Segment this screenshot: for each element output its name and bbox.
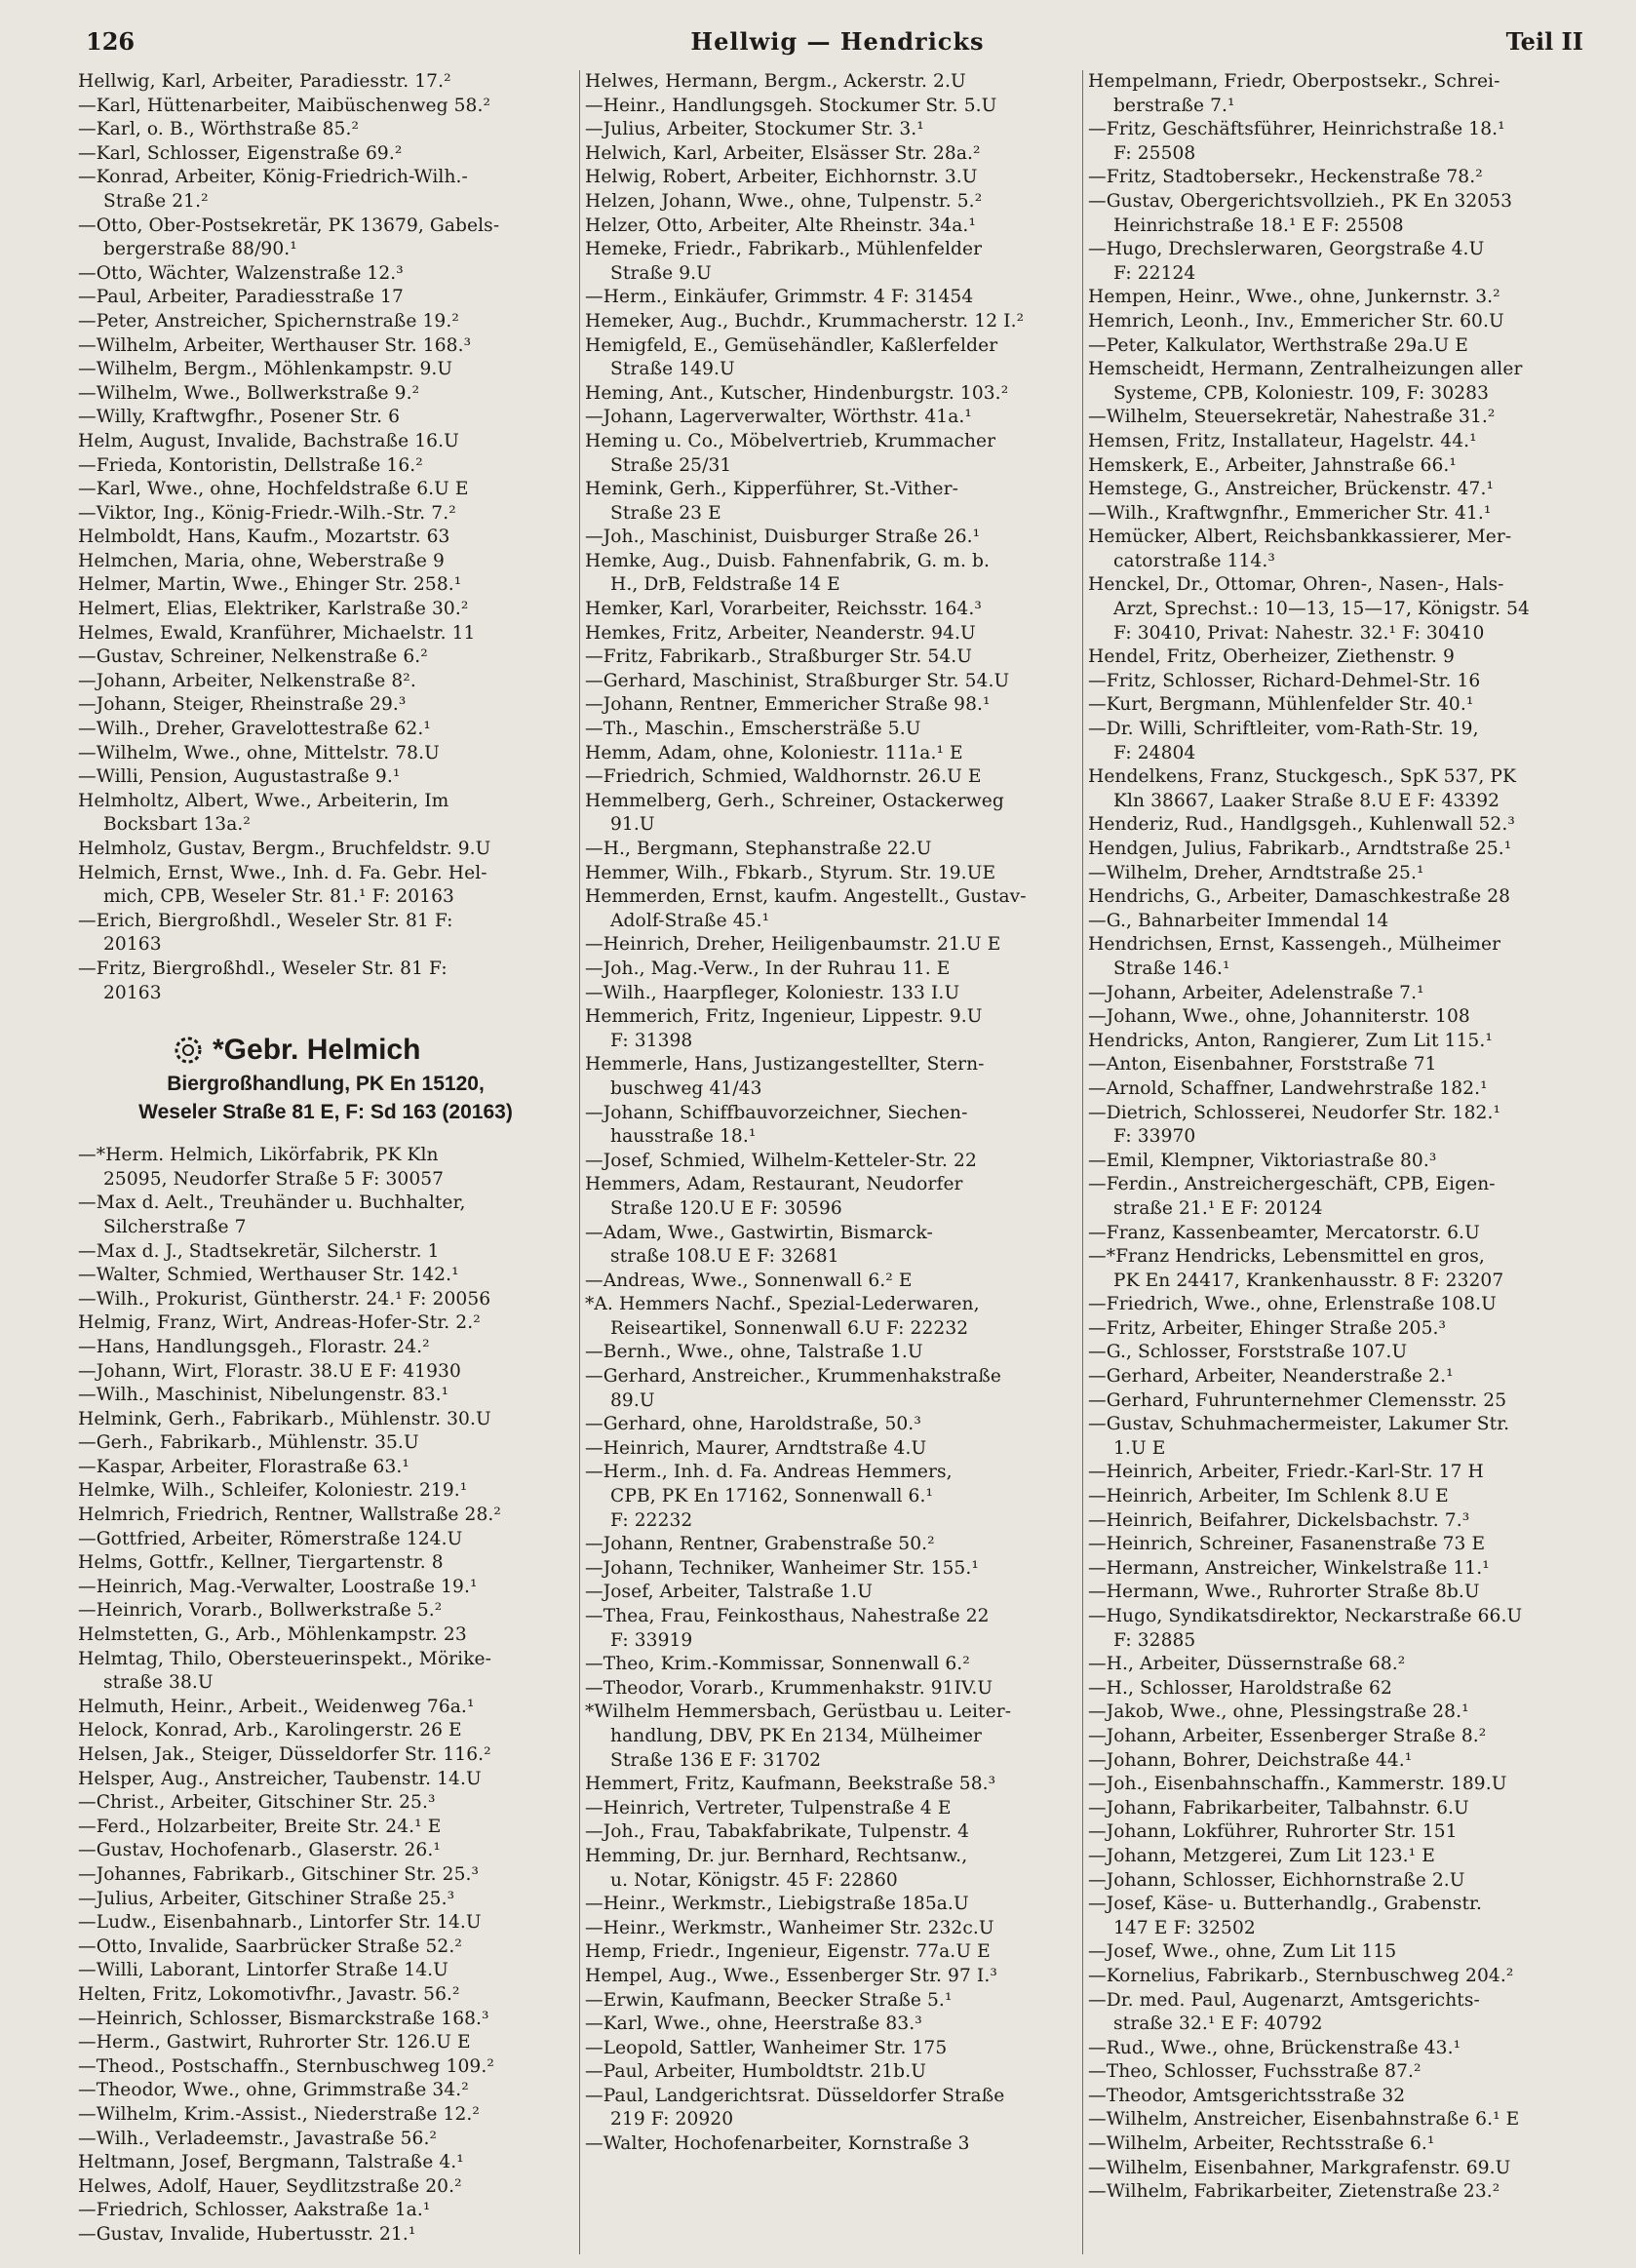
directory-entry-line: —Fritz, Arbeiter, Ehinger Straße 205.³: [1088, 1317, 1447, 1339]
directory-entry-line: Heinrichstraße 18.¹ E F: 25508: [1113, 215, 1404, 236]
directory-entry-line: —Wilh., Kraftwgnfhr., Emmericher Str. 41.¹: [1088, 502, 1492, 524]
directory-entry-line: Helwes, Adolf, Hauer, Seydlitzstraße 20.²: [78, 2175, 462, 2197]
directory-entry-line: —Joh., Maschinist, Duisburger Straße 26.¹: [585, 527, 981, 548]
directory-entry-line: —Fritz, Fabrikarb., Straßburger Str. 54.U: [585, 646, 973, 668]
directory-entry-line: —Heinrich, Schlosser, Bismarckstraße 168.³: [78, 2008, 489, 2029]
directory-entry-line: —Kornelius, Fabrikarb., Sternbuschweg 204.²: [1088, 1965, 1514, 1986]
directory-entry-line: —Joh., Frau, Tabakfabrikate, Tulpenstr. 4: [585, 1821, 970, 1843]
directory-entry-line: —Johann, Arbeiter, Adelenstraße 7.¹: [1088, 982, 1424, 1003]
directory-entry-line: —Karl, Wwe., ohne, Heerstraße 83.³: [585, 2014, 922, 2035]
directory-entry-line: handlung, DBV, PK En 2134, Mülheimer: [610, 1725, 983, 1746]
page-number: 126: [86, 27, 136, 56]
directory-entry-line: —Gerh., Fabrikarb., Mühlenstr. 35.U: [78, 1432, 419, 1454]
directory-entry-line: Heltmann, Josef, Bergmann, Talstraße 4.¹: [78, 2152, 464, 2173]
directory-entry-line: —Gustav, Obergerichtsvollzieh., PK En 32053: [1088, 190, 1513, 212]
directory-entry-line: Hemmerle, Hans, Justizangestellter, Stern-: [585, 1054, 985, 1075]
directory-entry-line: —Gustav, Invalide, Hubertusstr. 21.¹: [78, 2223, 416, 2245]
directory-entry-line: —Fritz, Geschäftsführer, Heinrichstraße 18.¹: [1088, 119, 1505, 140]
directory-entry-line: Helzer, Otto, Arbeiter, Alte Rheinstr. 34a.¹: [585, 215, 976, 236]
directory-entry-line: —Wilhelm, Wwe., ohne, Mittelstr. 78.U: [78, 742, 440, 763]
directory-entry-line: Hemmelberg, Gerh., Schreiner, Ostackerweg: [585, 790, 1004, 811]
directory-entry-line: —Johann, Techniker, Wanheimer Str. 155.¹: [585, 1557, 979, 1579]
directory-entry-line: Henckel, Dr., Ottomar, Ohren-, Nasen-, Hals-: [1088, 574, 1504, 596]
directory-entry-line: —*Franz Hendricks, Lebensmittel en gros,: [1088, 1246, 1485, 1268]
directory-entry-line: F: 25508: [1113, 142, 1196, 164]
directory-entry-line: Straße 25/31: [610, 454, 732, 476]
directory-entry-line: —Julius, Arbeiter, Stockumer Str. 3.¹: [585, 119, 924, 140]
directory-entry-line: —Rud., Wwe., ohne, Brückenstraße 43.¹: [1088, 2037, 1461, 2058]
directory-entry-line: —Johann, Arbeiter, Nelkenstraße 8².: [78, 670, 416, 691]
directory-entry-line: —Wilhelm, Eisenbahner, Markgrafenstr. 69.U: [1088, 2157, 1511, 2178]
directory-entry-line: —Walter, Hochofenarbeiter, Kornstraße 3: [585, 2133, 970, 2155]
directory-entry-line: —Gerhard, ohne, Haroldstraße, 50.³: [585, 1414, 921, 1435]
directory-entry-line: PK En 24417, Krankenhausstr. 8 F: 23207: [1113, 1270, 1504, 1291]
directory-entry-line: straße 108.U E F: 32681: [610, 1246, 839, 1268]
directory-entry-line: Hemstege, G., Anstreicher, Brückenstr. 47.¹: [1088, 479, 1495, 500]
directory-entry-line: —Gerhard, Anstreicher., Krummenhakstraße: [585, 1366, 1001, 1388]
directory-entry-line: —Karl, o. B., Wörthstraße 85.²: [78, 119, 360, 140]
directory-entry-line: —Emil, Klempner, Viktoriastraße 80.³: [1088, 1150, 1437, 1171]
directory-entry-line: Silcherstraße 7: [103, 1216, 247, 1237]
directory-entry-line: buschweg 41/43: [610, 1077, 762, 1099]
directory-entry-line: Helmert, Elias, Elektriker, Karlstraße 30.²: [78, 599, 469, 620]
directory-entry-line: —Kurt, Bergmann, Mühlenfelder Str. 40.¹: [1088, 694, 1474, 716]
directory-entry-line: Helsen, Jak., Steiger, Düsseldorfer Str. 116.²: [78, 1744, 491, 1765]
directory-entry-line: —Josef, Schmied, Wilhelm-Ketteler-Str. 22: [585, 1150, 977, 1171]
directory-entry-line: Adolf-Straße 45.¹: [610, 910, 770, 931]
directory-entry-line: Helm, August, Invalide, Bachstraße 16.U: [78, 430, 459, 451]
directory-entry-line: —Erich, Biergroßhdl., Weseler Str. 81 F:: [78, 910, 453, 931]
directory-entry-line: 91.U: [610, 814, 655, 836]
directory-entry-line: —Karl, Hüttenarbeiter, Maibüschenweg 58.²: [78, 95, 491, 116]
directory-entry-line: Helzen, Johann, Wwe., ohne, Tulpenstr. 5.²: [585, 190, 983, 212]
directory-entry-line: —Franz, Kassenbeamter, Mercatorstr. 6.U: [1088, 1222, 1480, 1243]
directory-entry-line: —Theod., Postschaffn., Sternbuschweg 109.²: [78, 2055, 494, 2077]
directory-entry-line: —Josef, Käse- u. Butterhandlg., Grabenstr.: [1088, 1894, 1483, 1915]
directory-entry-line: —Theodor, Amtsgerichtsstraße 32: [1088, 2085, 1406, 2106]
directory-entry-line: Helmchen, Maria, ohne, Weberstraße 9: [78, 550, 445, 571]
ad-line-2: Weseler Straße 81 E, F: Sd 163 (20163): [138, 1101, 513, 1124]
directory-entry-line: —Kaspar, Arbeiter, Florastraße 63.¹: [78, 1456, 409, 1477]
part-label: Teil II: [1505, 27, 1583, 56]
directory-entry-line: 1.U E: [1113, 1437, 1166, 1459]
directory-entry-line: 20163: [103, 982, 162, 1003]
directory-entry-line: —Johann, Lokführer, Ruhrorter Str. 151: [1088, 1821, 1458, 1843]
directory-entry-line: —Joh., Mag.-Verw., In der Ruhrau 11. E: [585, 958, 951, 979]
page-range: Hellwig — Hendricks: [690, 27, 985, 56]
directory-entry-line: —Heinrich, Dreher, Heiligenbaumstr. 21.U E: [585, 934, 1001, 956]
directory-entry-line: —Heinrich, Mag.-Verwalter, Loostraße 19.¹: [78, 1576, 478, 1597]
directory-entry-line: Kln 38667, Laaker Straße 8.U E F: 43392: [1113, 790, 1500, 811]
directory-entry-line: —Joh., Eisenbahnschaffn., Kammerstr. 189.U: [1088, 1774, 1507, 1795]
directory-entry-line: —Max d. J., Stadtsekretär, Silcherstr. 1: [78, 1240, 440, 1262]
directory-entry-line: —Johann, Lagerverwalter, Wörthstr. 41a.¹: [585, 407, 972, 428]
directory-entry-line: —Wilhelm, Steuersekretär, Nahestraße 31.²: [1088, 407, 1496, 428]
directory-entry-line: Hemscheidt, Hermann, Zentralheizungen aller: [1088, 359, 1523, 380]
hop-wreath-icon: [172, 1034, 205, 1067]
directory-entry-line: —Heinr., Werkmstr., Liebigstraße 185a.U: [585, 1894, 969, 1915]
directory-entry-line: Hemeke, Friedr., Fabrikarb., Mühlenfelder: [585, 239, 983, 260]
directory-entry-line: —Johann, Wirt, Florastr. 38.U E F: 41930: [78, 1360, 461, 1382]
directory-entry-line: —*Herm. Helmich, Likörfabrik, PK Kln: [78, 1145, 439, 1166]
directory-entry-line: —Johann, Schlosser, Eichhornstraße 2.U: [1088, 1869, 1465, 1891]
directory-entry-line: Helmig, Franz, Wirt, Andreas-Hofer-Str. 2.²: [78, 1312, 481, 1334]
directory-entry-line: —Dietrich, Schlosserei, Neudorfer Str. 182.¹: [1088, 1102, 1501, 1123]
directory-entry-line: berstraße 7.¹: [1113, 95, 1235, 116]
directory-entry-line: —Josef, Wwe., ohne, Zum Lit 115: [1088, 1941, 1397, 1963]
directory-entry-line: F: 22232: [610, 1509, 693, 1531]
column-2: [585, 70, 1076, 2254]
directory-entry-line: Hemkes, Fritz, Arbeiter, Neanderstr. 94.U: [585, 622, 976, 644]
directory-entry-line: —Gustav, Schreiner, Nelkenstraße 6.²: [78, 646, 428, 668]
directory-entry-line: —Hans, Handlungsgeh., Florastr. 24.²: [78, 1336, 430, 1357]
directory-entry-line: catorstraße 114.³: [1113, 550, 1275, 571]
directory-entry-line: Hemücker, Albert, Reichsbankkassierer, Mer-: [1088, 527, 1512, 548]
directory-entry-line: —Johann, Fabrikarbeiter, Talbahnstr. 6.U: [1088, 1797, 1469, 1818]
directory-entry-line: Hendgen, Julius, Fabrikarb., Arndtstraße 25.¹: [1088, 839, 1512, 859]
ad-line-1: Biergroßhandlung, PK En 15120,: [167, 1073, 485, 1096]
column-divider: [579, 70, 580, 2254]
directory-entry-line: —G., Bahnarbeiter Immendal 14: [1088, 910, 1389, 931]
directory-entry-line: —Wilh., Haarpfleger, Koloniestr. 133 I.U: [585, 982, 960, 1003]
directory-entry-line: —Theodor, Vorarb., Krummenhakstr. 91IV.U: [585, 1677, 993, 1699]
directory-entry-line: —Johann, Arbeiter, Essenberger Straße 8.²: [1088, 1725, 1487, 1746]
directory-entry-line: —Heinrich, Schreiner, Fasanenstraße 73 E: [1088, 1534, 1486, 1555]
directory-entry-line: —Dr. Willi, Schriftleiter, vom-Rath-Str. 19,: [1088, 719, 1479, 740]
directory-entry-line: —Wilhelm, Arbeiter, Werthauser Str. 168.³: [78, 334, 472, 356]
directory-entry-line: —Ludw., Eisenbahnarb., Lintorfer Str. 14.U: [78, 1912, 482, 1934]
directory-entry-line: —Theodor, Wwe., ohne, Grimmstraße 34.²: [78, 2080, 469, 2101]
directory-entry-line: straße 21.¹ E F: 20124: [1113, 1197, 1323, 1219]
directory-entry-line: F: 32885: [1113, 1629, 1196, 1651]
directory-entry-line: —Fritz, Stadtobersekr., Heckenstraße 78.²: [1088, 167, 1483, 188]
directory-entry-line: —Karl, Wwe., ohne, Hochfeldstraße 6.U E: [78, 479, 469, 500]
directory-entry-line: —Wilh., Verladeemstr., Javastraße 56.²: [78, 2128, 438, 2149]
directory-entry-line: —Fritz, Schlosser, Richard-Dehmel-Str. 16: [1088, 670, 1481, 691]
directory-entry-line: —Leopold, Sattler, Wanheimer Str. 175: [585, 2037, 948, 2058]
directory-entry-line: Hemrich, Leonh., Inv., Emmericher Str. 60.U: [1088, 310, 1504, 332]
directory-entry-line: —Peter, Kalkulator, Werthstraße 29a.U E: [1088, 334, 1468, 356]
directory-entry-line: —Adam, Wwe., Gastwirtin, Bismarck-: [585, 1222, 933, 1243]
directory-entry-line: —H., Bergmann, Stephanstraße 22.U: [585, 839, 932, 859]
directory-entry-line: Hempen, Heinr., Wwe., ohne, Junkernstr. 3.²: [1088, 287, 1500, 308]
directory-entry-line: —Heinrich, Arbeiter, Im Schlenk 8.U E: [1088, 1486, 1449, 1507]
directory-entry-line: F: 33919: [610, 1629, 693, 1651]
directory-entry-line: Helsper, Aug., Anstreicher, Taubenstr. 14.U: [78, 1768, 482, 1789]
directory-entry-line: F: 31398: [610, 1030, 693, 1051]
directory-entry-line: Straße 23 E: [610, 502, 721, 524]
directory-entry-line: F: 33970: [1113, 1126, 1196, 1148]
directory-entry-line: —Gerhard, Maschinist, Straßburger Str. 54.U: [585, 670, 1010, 691]
directory-entry-line: Heming, Ant., Kutscher, Hindenburgstr. 103.²: [585, 382, 1009, 404]
directory-entry-line: —Wilhelm, Bergm., Möhlenkampstr. 9.U: [78, 359, 453, 380]
directory-entry-line: —Josef, Arbeiter, Talstraße 1.U: [585, 1582, 873, 1603]
directory-entry-line: —Heinrich, Vorarb., Bollwerkstraße 5.²: [78, 1600, 443, 1622]
column-3-entries: [1088, 70, 1597, 2205]
directory-entry-line: —Johann, Rentner, Emmericher Straße 98.¹: [585, 694, 991, 716]
directory-entry-line: Reiseartikel, Sonnenwall 6.U F: 22232: [610, 1317, 969, 1339]
directory-entry-line: Hemmers, Adam, Restaurant, Neudorfer: [585, 1174, 963, 1195]
directory-entry-line: Hemsen, Fritz, Installateur, Hagelstr. 44.¹: [1088, 430, 1477, 451]
directory-entry-line: —Wilhelm, Wwe., Bollwerkstraße 9.²: [78, 382, 420, 404]
directory-entry-line: —Andreas, Wwe., Sonnenwall 6.² E: [585, 1270, 913, 1291]
directory-entry-line: —Friedrich, Schlosser, Aakstraße 1a.¹: [78, 2200, 431, 2221]
directory-entry-line: 20163: [103, 934, 162, 956]
directory-entry-line: —Wilhelm, Krim.-Assist., Niederstraße 12.²: [78, 2103, 480, 2125]
directory-entry-line: —Paul, Arbeiter, Paradiesstraße 17: [78, 287, 404, 308]
directory-entry-line: Hemmer, Wilh., Fbkarb., Styrum. Str. 19.UE: [585, 862, 996, 883]
directory-entry-line: —G., Schlosser, Forststraße 107.U: [1088, 1342, 1408, 1363]
directory-entry-line: —Wilhelm, Fabrikarbeiter, Zietenstraße 23.²: [1088, 2181, 1500, 2203]
directory-entry-line: F: 30410, Privat: Nahestr. 32.¹ F: 30410: [1113, 622, 1485, 644]
directory-entry-line: —Wilh., Maschinist, Nibelungenstr. 83.¹: [78, 1385, 449, 1406]
ad-title-row: [172, 1031, 573, 1070]
directory-entry-line: Helmich, Ernst, Wwe., Inh. d. Fa. Gebr. Hel-: [78, 862, 487, 883]
directory-entry-line: Helwich, Karl, Arbeiter, Elsässer Str. 28a.²: [585, 142, 981, 164]
directory-entry-line: —Fritz, Biergroßhdl., Weseler Str. 81 F:: [78, 958, 448, 979]
directory-entry-line: —H., Schlosser, Haroldstraße 62: [1088, 1677, 1392, 1699]
directory-entry-line: Hemmerden, Ernst, kaufm. Angestellt., Gustav-: [585, 886, 1027, 908]
directory-entry-line: —Gerhard, Arbeiter, Neanderstraße 2.¹: [1088, 1366, 1454, 1388]
directory-entry-line: —Johann, Bohrer, Deichstraße 44.¹: [1088, 1749, 1413, 1771]
directory-entry-line: —Gustav, Hochofenarb., Glaserstr. 26.¹: [78, 1840, 441, 1861]
directory-entry-line: —Otto, Invalide, Saarbrücker Straße 52.²: [78, 1936, 462, 1957]
directory-entry-line: Hemke, Aug., Duisb. Fahnenfabrik, G. m. b.: [585, 550, 990, 571]
directory-entry-line: —Willi, Laborant, Lintorfer Straße 14.U: [78, 1960, 448, 1981]
directory-entry-line: Hemker, Karl, Vorarbeiter, Reichsstr. 164.³: [585, 599, 982, 620]
directory-entry-line: Hendelkens, Franz, Stuckgesch., SpK 537, PK: [1088, 766, 1517, 788]
column-1-entries-top: [78, 70, 573, 1005]
directory-entry-line: Helmboldt, Hans, Kaufm., Mozartstr. 63: [78, 527, 450, 548]
directory-entry-line: Helmuth, Heinr., Arbeit., Weidenweg 76a.¹: [78, 1696, 475, 1717]
directory-entry-line: —Th., Maschin., Emschersträße 5.U: [585, 719, 921, 740]
directory-entry-line: Helmstetten, G., Arb., Möhlenkampstr. 23: [78, 1624, 467, 1646]
directory-entry-line: —Heinrich, Maurer, Arndtstraße 4.U: [585, 1437, 927, 1459]
directory-entry-line: 25095, Neudorfer Straße 5 F: 30057: [103, 1168, 445, 1190]
directory-entry-line: —Wilhelm, Anstreicher, Eisenbahnstraße 6.¹ E: [1088, 2109, 1520, 2131]
directory-entry-line: F: 22124: [1113, 262, 1196, 284]
directory-entry-line: hausstraße 18.¹: [610, 1126, 757, 1148]
directory-entry-line: Helmke, Wilh., Schleifer, Koloniestr. 219.¹: [78, 1480, 468, 1502]
directory-entry-line: —Wilhelm, Arbeiter, Rechtsstraße 6.¹: [1088, 2133, 1435, 2155]
directory-entry-line: —Dr. med. Paul, Augenarzt, Amtsgerichts-: [1088, 1989, 1480, 2011]
directory-entry-line: 219 F: 20920: [610, 2109, 734, 2131]
directory-entry-line: Helmholz, Gustav, Bergm., Bruchfeldstr. 9.U: [78, 839, 491, 859]
directory-entry-line: —Johann, Metzgerei, Zum Lit 123.¹ E: [1088, 1845, 1435, 1866]
directory-entry-line: Helmtag, Thilo, Obersteuerinspekt., Mörike-: [78, 1648, 492, 1669]
directory-entry-line: —Paul, Arbeiter, Humboldtstr. 21b.U: [585, 2061, 926, 2083]
directory-entry-line: —Heinr., Handlungsgeh. Stockumer Str. 5.U: [585, 95, 997, 116]
directory-entry-line: Helock, Konrad, Arb., Karolingerstr. 26 E: [78, 1720, 462, 1741]
directory-entry-line: Hempelmann, Friedr, Oberpostsekr., Schrei-: [1088, 71, 1500, 92]
directory-entry-line: —Theo, Krim.-Kommissar, Sonnenwall 6.²: [585, 1654, 970, 1675]
directory-entry-line: —Johann, Schiffbauvorzeichner, Siechen-: [585, 1102, 968, 1123]
directory-entry-line: —Ferd., Holzarbeiter, Breite Str. 24.¹ E: [78, 1816, 442, 1837]
directory-entry-line: CPB, PK En 17162, Sonnenwall 6.¹: [610, 1486, 934, 1507]
directory-entry-line: —Paul, Landgerichtsrat. Düsseldorfer Straße: [585, 2085, 1005, 2106]
directory-entry-line: —Herm., Inh. d. Fa. Andreas Hemmers,: [585, 1462, 953, 1483]
directory-entry-line: —Anton, Eisenbahner, Forststraße 71: [1088, 1054, 1437, 1075]
directory-entry-line: Straße 149.U: [610, 359, 735, 380]
directory-entry-line: —Julius, Arbeiter, Gitschiner Straße 25.³: [78, 1888, 455, 1909]
directory-entry-line: —Johann, Steiger, Rheinstraße 29.³: [78, 694, 407, 716]
directory-entry-line: —Gustav, Schuhmachermeister, Lakumer Str.: [1088, 1414, 1510, 1435]
directory-entry-line: —Friedrich, Wwe., ohne, Erlenstraße 108.U: [1088, 1294, 1497, 1315]
directory-entry-line: —Ferdin., Anstreichergeschäft, CPB, Eigen-: [1088, 1174, 1496, 1195]
directory-entry-line: —H., Arbeiter, Düssernstraße 68.²: [1088, 1654, 1406, 1675]
directory-entry-line: —Christ., Arbeiter, Gitschiner Str. 25.³: [78, 1792, 436, 1814]
directory-entry-line: Hendricks, Anton, Rangierer, Zum Lit 115.¹: [1088, 1030, 1493, 1051]
directory-entry-line: —Heinr., Werkmstr., Wanheimer Str. 232c.U: [585, 1917, 994, 1938]
directory-entry-line: Hemmert, Fritz, Kaufmann, Beekstraße 58.³: [585, 1774, 996, 1795]
directory-entry-line: —Karl, Schlosser, Eigenstraße 69.²: [78, 142, 403, 164]
directory-entry-line: Hemink, Gerh., Kipperführer, St.-Vither-: [585, 479, 958, 500]
directory-entry-line: —Johann, Rentner, Grabenstraße 50.²: [585, 1534, 935, 1555]
directory-entry-line: —Konrad, Arbeiter, König-Friedrich-Wilh.-: [78, 167, 468, 188]
directory-entry-line: —Hugo, Drechslerwaren, Georgstraße 4.U: [1088, 239, 1485, 260]
directory-entry-line: Arzt, Sprechst.: 10—13, 15—17, Königstr. 54: [1113, 599, 1530, 620]
directory-entry-line: —Herm., Einkäufer, Grimmstr. 4 F: 31454: [585, 287, 974, 308]
column-1: [78, 70, 573, 2254]
directory-entry-line: —Arnold, Schaffner, Landwehrstraße 182.¹: [1088, 1077, 1488, 1099]
directory-entry-line: —Herm., Gastwirt, Ruhrorter Str. 126.U E: [78, 2032, 471, 2053]
directory-entry-line: —Willi, Pension, Augustastraße 9.¹: [78, 766, 401, 788]
directory-entry-line: Hendel, Fritz, Oberheizer, Ziethenstr. 9: [1088, 646, 1455, 668]
column-divider: [1082, 70, 1083, 2254]
directory-entry-line: —Wilh., Dreher, Gravelottestraße 62.¹: [78, 719, 431, 740]
directory-entry-line: Hempel, Aug., Wwe., Essenberger Str. 97 I.³: [585, 1965, 997, 1986]
directory-entry-line: F: 24804: [1113, 742, 1196, 763]
directory-entry-line: —Viktor, Ing., König-Friedr.-Wilh.-Str. 7.²: [78, 502, 456, 524]
advertisement-helmich: [78, 1031, 573, 1126]
directory-entry-line: Helmes, Ewald, Kranführer, Michaelstr. 11: [78, 622, 476, 644]
directory-entry-line: Systeme, CPB, Koloniestr. 109, F: 30283: [1113, 382, 1490, 404]
directory-entry-line: Helms, Gottfr., Kellner, Tiergartenstr. 8: [78, 1552, 444, 1574]
directory-entry-line: —Hermann, Anstreicher, Winkelstraße 11.¹: [1088, 1557, 1490, 1579]
directory-entry-line: Heming u. Co., Möbelvertrieb, Krummacher: [585, 430, 996, 451]
directory-entry-line: —Erwin, Kaufmann, Beecker Straße 5.¹: [585, 1989, 953, 2011]
page-header: [78, 21, 1597, 60]
directory-entry-line: Straße 120.U E F: 30596: [610, 1197, 842, 1219]
directory-entry-line: Hellwig, Karl, Arbeiter, Paradiesstr. 17.²: [78, 71, 451, 92]
directory-entry-line: —Thea, Frau, Feinkosthaus, Nahestraße 22: [585, 1606, 990, 1626]
directory-entry-line: —Otto, Ober-Postsekretär, PK 13679, Gabels-: [78, 215, 500, 236]
directory-entry-line: —Wilhelm, Dreher, Arndtstraße 25.¹: [1088, 862, 1424, 883]
directory-entry-line: —Peter, Anstreicher, Spichernstraße 19.²: [78, 310, 459, 332]
directory-entry-line: Helwig, Robert, Arbeiter, Eichhornstr. 3.U: [585, 167, 978, 188]
directory-entry-line: —Johannes, Fabrikarb., Gitschiner Str. 25.³: [78, 1863, 480, 1885]
directory-entry-line: —Otto, Wächter, Walzenstraße 12.³: [78, 262, 404, 284]
directory-entry-line: —Bernh., Wwe., ohne, Talstraße 1.U: [585, 1342, 923, 1363]
directory-entry-line: straße 38.U: [103, 1672, 214, 1694]
directory-entry-line: *A. Hemmers Nachf., Spezial-Lederwaren,: [585, 1294, 980, 1315]
directory-entry-line: —Gottfried, Arbeiter, Römerstraße 124.U: [78, 1528, 463, 1549]
directory-entry-line: Hemmerich, Fritz, Ingenieur, Lippestr. 9.U: [585, 1006, 983, 1028]
directory-entry-line: —Frieda, Kontoristin, Dellstraße 16.²: [78, 454, 423, 476]
directory-entry-line: Helmink, Gerh., Fabrikarb., Mühlenstr. 30.U: [78, 1408, 491, 1429]
directory-entry-line: mich, CPB, Weseler Str. 81.¹ F: 20163: [103, 886, 454, 908]
directory-entry-line: Helmholtz, Albert, Wwe., Arbeiterin, Im: [78, 790, 449, 811]
directory-entry-line: Hemigfeld, E., Gemüsehändler, Kaßlerfelder: [585, 334, 998, 356]
columns: [78, 70, 1597, 2254]
directory-entry-line: Hemp, Friedr., Ingenieur, Eigenstr. 77a.U E: [585, 1941, 991, 1963]
directory-entry-line: Hemming, Dr. jur. Bernhard, Rechtsanw.,: [585, 1845, 968, 1866]
directory-entry-line: u. Notar, Königstr. 45 F: 22860: [610, 1869, 898, 1891]
column-1-entries-bottom: [78, 1144, 573, 2247]
directory-entry-line: —Jakob, Wwe., ohne, Plessingstraße 28.¹: [1088, 1701, 1469, 1723]
directory-entry-line: —Gerhard, Fuhrunternehmer Clemensstr. 25: [1088, 1389, 1507, 1411]
directory-entry-line: —Johann, Wwe., ohne, Johanniterstr. 108: [1088, 1006, 1470, 1028]
directory-entry-line: —Theo, Schlosser, Fuchsstraße 87.²: [1088, 2061, 1422, 2083]
directory-entry-line: H., DrB, Feldstraße 14 E: [610, 574, 840, 596]
directory-entry-line: —Heinrich, Vertreter, Tulpenstraße 4 E: [585, 1797, 952, 1818]
directory-entry-line: —Wilh., Prokurist, Güntherstr. 24.¹ F: 20056: [78, 1288, 491, 1310]
directory-entry-line: —Heinrich, Beifahrer, Dickelsbachstr. 7.³: [1088, 1509, 1470, 1531]
ad-title: *Gebr. Helmich: [213, 1034, 421, 1067]
directory-entry-line: Straße 136 E F: 31702: [610, 1749, 822, 1771]
directory-entry-line: Hendrichsen, Ernst, Kassengeh., Mülheimer: [1088, 934, 1501, 956]
column-2-entries: [585, 70, 1076, 2157]
directory-entry-line: —Max d. Aelt., Treuhänder u. Buchhalter,: [78, 1193, 466, 1214]
directory-entry-line: —Willy, Kraftwgfhr., Posener Str. 6: [78, 407, 401, 428]
directory-entry-line: —Heinrich, Arbeiter, Friedr.-Karl-Str. 17 H: [1088, 1462, 1484, 1483]
directory-entry-line: —Hermann, Wwe., Ruhrorter Straße 8b.U: [1088, 1582, 1480, 1603]
directory-entry-line: —Hugo, Syndikatsdirektor, Neckarstraße 66.U: [1088, 1606, 1523, 1626]
column-3: [1088, 70, 1597, 2254]
directory-entry-line: bergerstraße 88/90.¹: [103, 239, 297, 260]
directory-entry-line: Hendrichs, G., Arbeiter, Damaschkestraße 28: [1088, 886, 1511, 908]
directory-entry-line: Hemeker, Aug., Buchdr., Krummacherstr. 12 I.²: [585, 310, 1025, 332]
directory-entry-line: 89.U: [610, 1389, 655, 1411]
directory-entry-line: straße 32.¹ E F: 40792: [1113, 2014, 1323, 2035]
directory-entry-line: —Walter, Schmied, Werthauser Str. 142.¹: [78, 1265, 459, 1286]
directory-entry-line: Helwes, Hermann, Bergm., Ackerstr. 2.U: [585, 71, 966, 92]
directory-entry-line: 147 E F: 32502: [1113, 1917, 1256, 1938]
directory-entry-line: Hemskerk, E., Arbeiter, Jahnstraße 66.¹: [1088, 454, 1457, 476]
directory-entry-line: *Wilhelm Hemmersbach, Gerüstbau u. Leiter-: [585, 1701, 1012, 1723]
directory-entry-line: Bocksbart 13a.²: [103, 814, 251, 836]
directory-entry-line: Straße 146.¹: [1113, 958, 1230, 979]
directory-entry-line: Helten, Fritz, Lokomotivfhr., Javastr. 56.²: [78, 1983, 460, 2005]
directory-entry-line: Hemm, Adam, ohne, Koloniestr. 111a.¹ E: [585, 742, 963, 763]
directory-entry-line: Straße 21.²: [103, 190, 209, 212]
directory-entry-line: Helmrich, Friedrich, Rentner, Wallstraße 28.²: [78, 1505, 501, 1526]
directory-entry-line: Henderiz, Rud., Handlgsgeh., Kuhlenwall 52.³: [1088, 814, 1515, 836]
directory-entry-line: Straße 9.U: [610, 262, 712, 284]
directory-entry-line: Helmer, Martin, Wwe., Ehinger Str. 258.¹: [78, 574, 462, 596]
directory-entry-line: —Friedrich, Schmied, Waldhornstr. 26.U E: [585, 766, 982, 788]
